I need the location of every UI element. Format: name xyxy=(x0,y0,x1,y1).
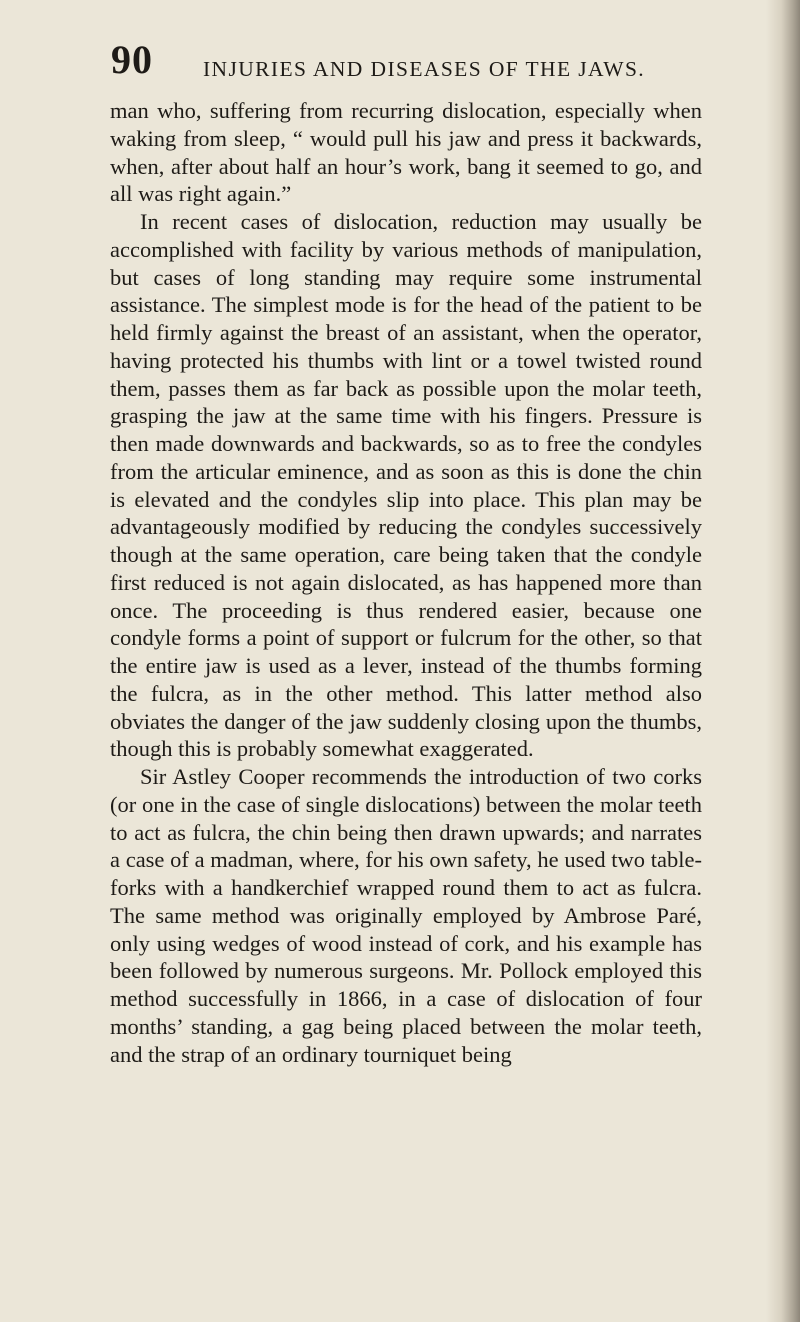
page-number: 90 xyxy=(111,37,153,82)
paragraph-continuation: man who, suffering from recurring dislocation, especially when waking from sleep, “ would pull his jaw and press it backwards, when, after about half an hour’s work, bang it seemed to go, and all was right again.” xyxy=(110,98,702,207)
paragraph-reduction-methods: In recent cases of dislocation, reduction may usually be accomplished with facility by various methods of manipulation, but cases of long standing may require some instrumental assistance. The simplest mode is for the head of the patient to be held firmly against the breast of an assistant, when the operator, having protected his thumbs with lint or a towel twisted round them, passes them as far back as possible upon the molar teeth, grasping the jaw at the same time with his fingers. Pressure is then made downwards and backwards, so as to free the condyles from the articular eminence, and as soon as this is done the chin is elevated and the condyles slip into place. This plan may be advantageously modified by reducing the condyles successively though at the same operation, care being taken that the condyle first reduced is not again dislocated, as has happened more than once. The proceeding is thus rendered easier, because one condyle forms a point of support or fulcrum for the other, so that the entire jaw is used as a lever, instead of the thumbs forming the fulcra, as in the other method. This latter method also obviates the danger of the jaw suddenly closing upon the thumbs, though this is probably somewhat exaggerated. xyxy=(110,209,702,762)
paragraph-cooper-method: Sir Astley Cooper recommends the introduction of two corks (or one in the case of single dislocations) between the molar teeth to act as fulcra, the chin being then drawn upwards; and narrates a case of a madman, where, for his own safety, he used two table-forks with a handkerchief wrapped round them to act as fulcra. The same method was originally employed by Ambrose Paré, only using wedges of wood instead of cork, and his example has been followed by numerous surgeons. Mr. Pollock employed this method successfully in 1866, in a case of dislocation of four months’ standing, a gag being placed between the molar teeth, and the strap of an ordinary tourniquet being xyxy=(110,764,702,1067)
body-text xyxy=(110,97,702,1068)
running-title: INJURIES AND DISEASES OF THE JAWS. xyxy=(203,57,646,81)
page-edge-shadow xyxy=(766,0,800,1322)
